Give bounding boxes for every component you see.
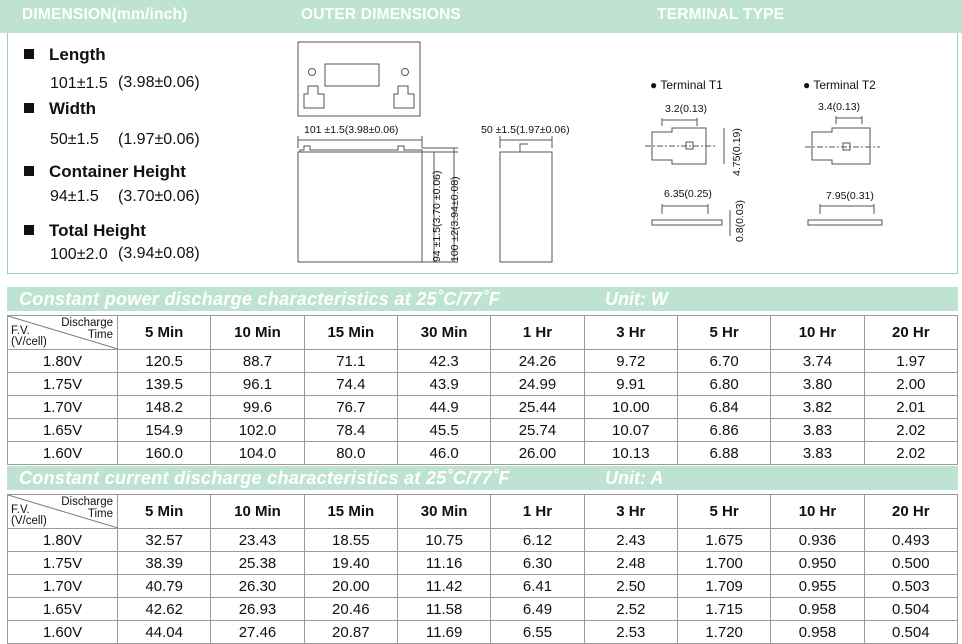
t1-height-label: 4.75(0.19) (731, 128, 743, 176)
value-cell: 6.80 (677, 373, 770, 396)
table-row (8, 529, 958, 552)
column-header: 10 Hr (771, 316, 864, 350)
value-cell: 10.00 (584, 396, 677, 419)
value-cell: 154.9 (118, 419, 211, 442)
column-header: 10 Min (211, 495, 304, 529)
column-header: 1 Hr (491, 495, 584, 529)
value-cell: 26.93 (211, 598, 304, 621)
length-mm: 101±1.5 (50, 75, 108, 92)
value-cell: 42.62 (118, 598, 211, 621)
t1-width-label: 3.2(0.13) (665, 103, 708, 115)
value-cell: 0.503 (864, 575, 957, 598)
value-cell: 6.12 (491, 529, 584, 552)
value-cell: 160.0 (118, 442, 211, 465)
value-cell: 1.715 (677, 598, 770, 621)
final-voltage-cell: 1.80V (8, 529, 118, 552)
value-cell: 6.86 (677, 419, 770, 442)
value-cell: 3.80 (771, 373, 864, 396)
column-header: 10 Min (211, 316, 304, 350)
total-height-mm: 100±2.0 (50, 246, 108, 263)
value-cell: 0.504 (864, 598, 957, 621)
final-voltage-cell: 1.65V (8, 419, 118, 442)
value-cell: 148.2 (118, 396, 211, 419)
value-cell: 0.936 (771, 529, 864, 552)
column-header: 3 Hr (584, 316, 677, 350)
final-voltage-cell: 1.65V (8, 598, 118, 621)
terminal-right-icon (394, 86, 414, 108)
value-cell: 24.99 (491, 373, 584, 396)
final-voltage-cell: 1.70V (8, 575, 118, 598)
value-cell: 74.4 (304, 373, 397, 396)
value-cell: 3.83 (771, 442, 864, 465)
value-cell: 18.55 (304, 529, 397, 552)
value-cell: 71.1 (304, 350, 397, 373)
final-voltage-cell: 1.80V (8, 350, 118, 373)
value-cell: 10.75 (397, 529, 490, 552)
value-cell: 3.83 (771, 419, 864, 442)
value-cell: 10.13 (584, 442, 677, 465)
t2-width-label: 3.4(0.13) (818, 101, 861, 113)
terminal-t1-label: ● Terminal T1 (650, 78, 723, 92)
table-row (8, 350, 958, 373)
value-cell: 20.87 (304, 621, 397, 644)
total-height-inch: (3.94±0.08) (118, 245, 200, 262)
value-cell: 6.41 (491, 575, 584, 598)
final-voltage-cell: 1.60V (8, 621, 118, 644)
total-height-title: Total Height (24, 221, 146, 241)
current-table-title: Constant current discharge characteristics at 25˚C/77˚F (19, 468, 510, 488)
value-cell: 24.26 (491, 350, 584, 373)
value-cell: 120.5 (118, 350, 211, 373)
value-cell: 19.40 (304, 552, 397, 575)
current-discharge-table (7, 494, 958, 644)
terminal-left-icon (304, 86, 324, 108)
value-cell: 40.79 (118, 575, 211, 598)
table-row (8, 373, 958, 396)
outer-dimensions-header: OUTER DIMENSIONS (301, 6, 461, 23)
value-cell: 23.43 (211, 529, 304, 552)
value-cell: 76.7 (304, 396, 397, 419)
value-cell: 78.4 (304, 419, 397, 442)
value-cell: 6.49 (491, 598, 584, 621)
bullet-square-icon (24, 103, 34, 113)
column-header: 3 Hr (584, 495, 677, 529)
value-cell: 11.69 (397, 621, 490, 644)
value-cell: 2.52 (584, 598, 677, 621)
length-dimension-label: 101 ±1.5(3.98±0.06) (304, 124, 399, 136)
width-dimension-label: 50 ±1.5(1.97±0.06) (481, 124, 570, 136)
value-cell: 2.01 (864, 396, 957, 419)
value-cell: 139.5 (118, 373, 211, 396)
value-cell: 88.7 (211, 350, 304, 373)
value-cell: 9.72 (584, 350, 677, 373)
value-cell: 1.720 (677, 621, 770, 644)
value-cell: 104.0 (211, 442, 304, 465)
column-header: 20 Hr (864, 495, 957, 529)
value-cell: 25.44 (491, 396, 584, 419)
value-cell: 38.39 (118, 552, 211, 575)
dimension-header: DIMENSION(mm/inch) (22, 6, 188, 23)
width-mm: 50±1.5 (50, 131, 99, 148)
value-cell: 11.16 (397, 552, 490, 575)
width-title: Width (24, 99, 96, 119)
value-cell: 0.950 (771, 552, 864, 575)
terminal-t2-side (808, 220, 882, 225)
value-cell: 0.955 (771, 575, 864, 598)
column-header: 20 Hr (864, 316, 957, 350)
column-header: 5 Hr (677, 316, 770, 350)
value-cell: 96.1 (211, 373, 304, 396)
table-corner-cell: Discharge Time F.V. (V/cell) (8, 316, 118, 350)
value-cell: 102.0 (211, 419, 304, 442)
column-header: 30 Min (397, 316, 490, 350)
table-row (8, 598, 958, 621)
width-inch: (1.97±0.06) (118, 131, 200, 148)
value-cell: 2.02 (864, 442, 957, 465)
value-cell: 26.30 (211, 575, 304, 598)
value-cell: 11.58 (397, 598, 490, 621)
value-cell: 0.493 (864, 529, 957, 552)
bullet-square-icon (24, 225, 34, 235)
value-cell: 1.97 (864, 350, 957, 373)
value-cell: 0.958 (771, 621, 864, 644)
t1-thickness-label: 0.8(0.03) (734, 199, 746, 242)
table-row (8, 442, 958, 465)
bullet-square-icon (24, 49, 34, 59)
column-header: 15 Min (304, 495, 397, 529)
terminal-t2-plan (812, 128, 870, 164)
value-cell: 2.43 (584, 529, 677, 552)
column-header: 10 Hr (771, 495, 864, 529)
value-cell: 3.74 (771, 350, 864, 373)
value-cell: 2.53 (584, 621, 677, 644)
column-header: 5 Min (118, 316, 211, 350)
length-title: Length (24, 45, 106, 65)
final-voltage-cell: 1.75V (8, 373, 118, 396)
table-row (8, 575, 958, 598)
current-table-header (7, 466, 958, 490)
container-height-dimension-label: 94 ±1.5(3.70 ±0.06) (431, 170, 443, 262)
container-height-title: Container Height (24, 162, 186, 182)
container-height-inch: (3.70±0.06) (118, 188, 200, 205)
table-corner-cell: Discharge Time F.V. (V/cell) (8, 495, 118, 529)
current-table-unit: Unit: A (605, 468, 664, 488)
value-cell: 6.55 (491, 621, 584, 644)
value-cell: 1.709 (677, 575, 770, 598)
bullet-square-icon (24, 166, 34, 176)
value-cell: 10.07 (584, 419, 677, 442)
column-header: 30 Min (397, 495, 490, 529)
value-cell: 11.42 (397, 575, 490, 598)
table-row (8, 419, 958, 442)
value-cell: 44.04 (118, 621, 211, 644)
total-height-dimension-label: 100 ±2(3.94±0.08) (449, 176, 461, 262)
value-cell: 0.504 (864, 621, 957, 644)
value-cell: 80.0 (304, 442, 397, 465)
value-cell: 20.46 (304, 598, 397, 621)
power-table-header (7, 287, 958, 311)
value-cell: 25.74 (491, 419, 584, 442)
value-cell: 25.38 (211, 552, 304, 575)
value-cell: 2.50 (584, 575, 677, 598)
battery-front-view (298, 152, 422, 262)
container-height-mm: 94±1.5 (50, 188, 99, 205)
value-cell: 26.00 (491, 442, 584, 465)
value-cell: 45.5 (397, 419, 490, 442)
final-voltage-cell: 1.70V (8, 396, 118, 419)
battery-side-view (500, 152, 552, 262)
value-cell: 27.46 (211, 621, 304, 644)
value-cell: 0.500 (864, 552, 957, 575)
value-cell: 42.3 (397, 350, 490, 373)
terminal-t2-label: ● Terminal T2 (803, 78, 876, 92)
terminal-t1-side (652, 220, 722, 225)
value-cell: 6.88 (677, 442, 770, 465)
top-label-window (325, 64, 379, 86)
value-cell: 6.84 (677, 396, 770, 419)
table-row (8, 552, 958, 575)
value-cell: 99.6 (211, 396, 304, 419)
value-cell: 20.00 (304, 575, 397, 598)
column-header: 5 Min (118, 495, 211, 529)
value-cell: 46.0 (397, 442, 490, 465)
value-cell: 1.700 (677, 552, 770, 575)
value-cell: 2.02 (864, 419, 957, 442)
value-cell: 2.48 (584, 552, 677, 575)
column-header: 5 Hr (677, 495, 770, 529)
value-cell: 1.675 (677, 529, 770, 552)
value-cell: 9.91 (584, 373, 677, 396)
t2-bottom-label: 7.95(0.31) (826, 190, 874, 202)
value-cell: 0.958 (771, 598, 864, 621)
t1-bottom-label: 6.35(0.25) (664, 188, 712, 200)
final-voltage-cell: 1.60V (8, 442, 118, 465)
power-table-unit: Unit: W (605, 289, 668, 309)
spec-header-band (0, 0, 962, 33)
battery-top-view (298, 42, 420, 116)
value-cell: 6.70 (677, 350, 770, 373)
value-cell: 2.00 (864, 373, 957, 396)
column-header: 1 Hr (491, 316, 584, 350)
value-cell: 44.9 (397, 396, 490, 419)
column-header: 15 Min (304, 316, 397, 350)
table-row (8, 396, 958, 419)
power-table-title: Constant power discharge characteristics at 25˚C/77˚F (19, 289, 501, 309)
value-cell: 3.82 (771, 396, 864, 419)
length-inch: (3.98±0.06) (118, 74, 200, 91)
value-cell: 6.30 (491, 552, 584, 575)
value-cell: 32.57 (118, 529, 211, 552)
outer-dimensions-drawing (290, 36, 600, 272)
terminal-type-header: TERMINAL TYPE (657, 6, 785, 23)
table-row (8, 621, 958, 644)
final-voltage-cell: 1.75V (8, 552, 118, 575)
terminal-drawings (640, 96, 920, 246)
value-cell: 43.9 (397, 373, 490, 396)
power-discharge-table (7, 315, 958, 465)
